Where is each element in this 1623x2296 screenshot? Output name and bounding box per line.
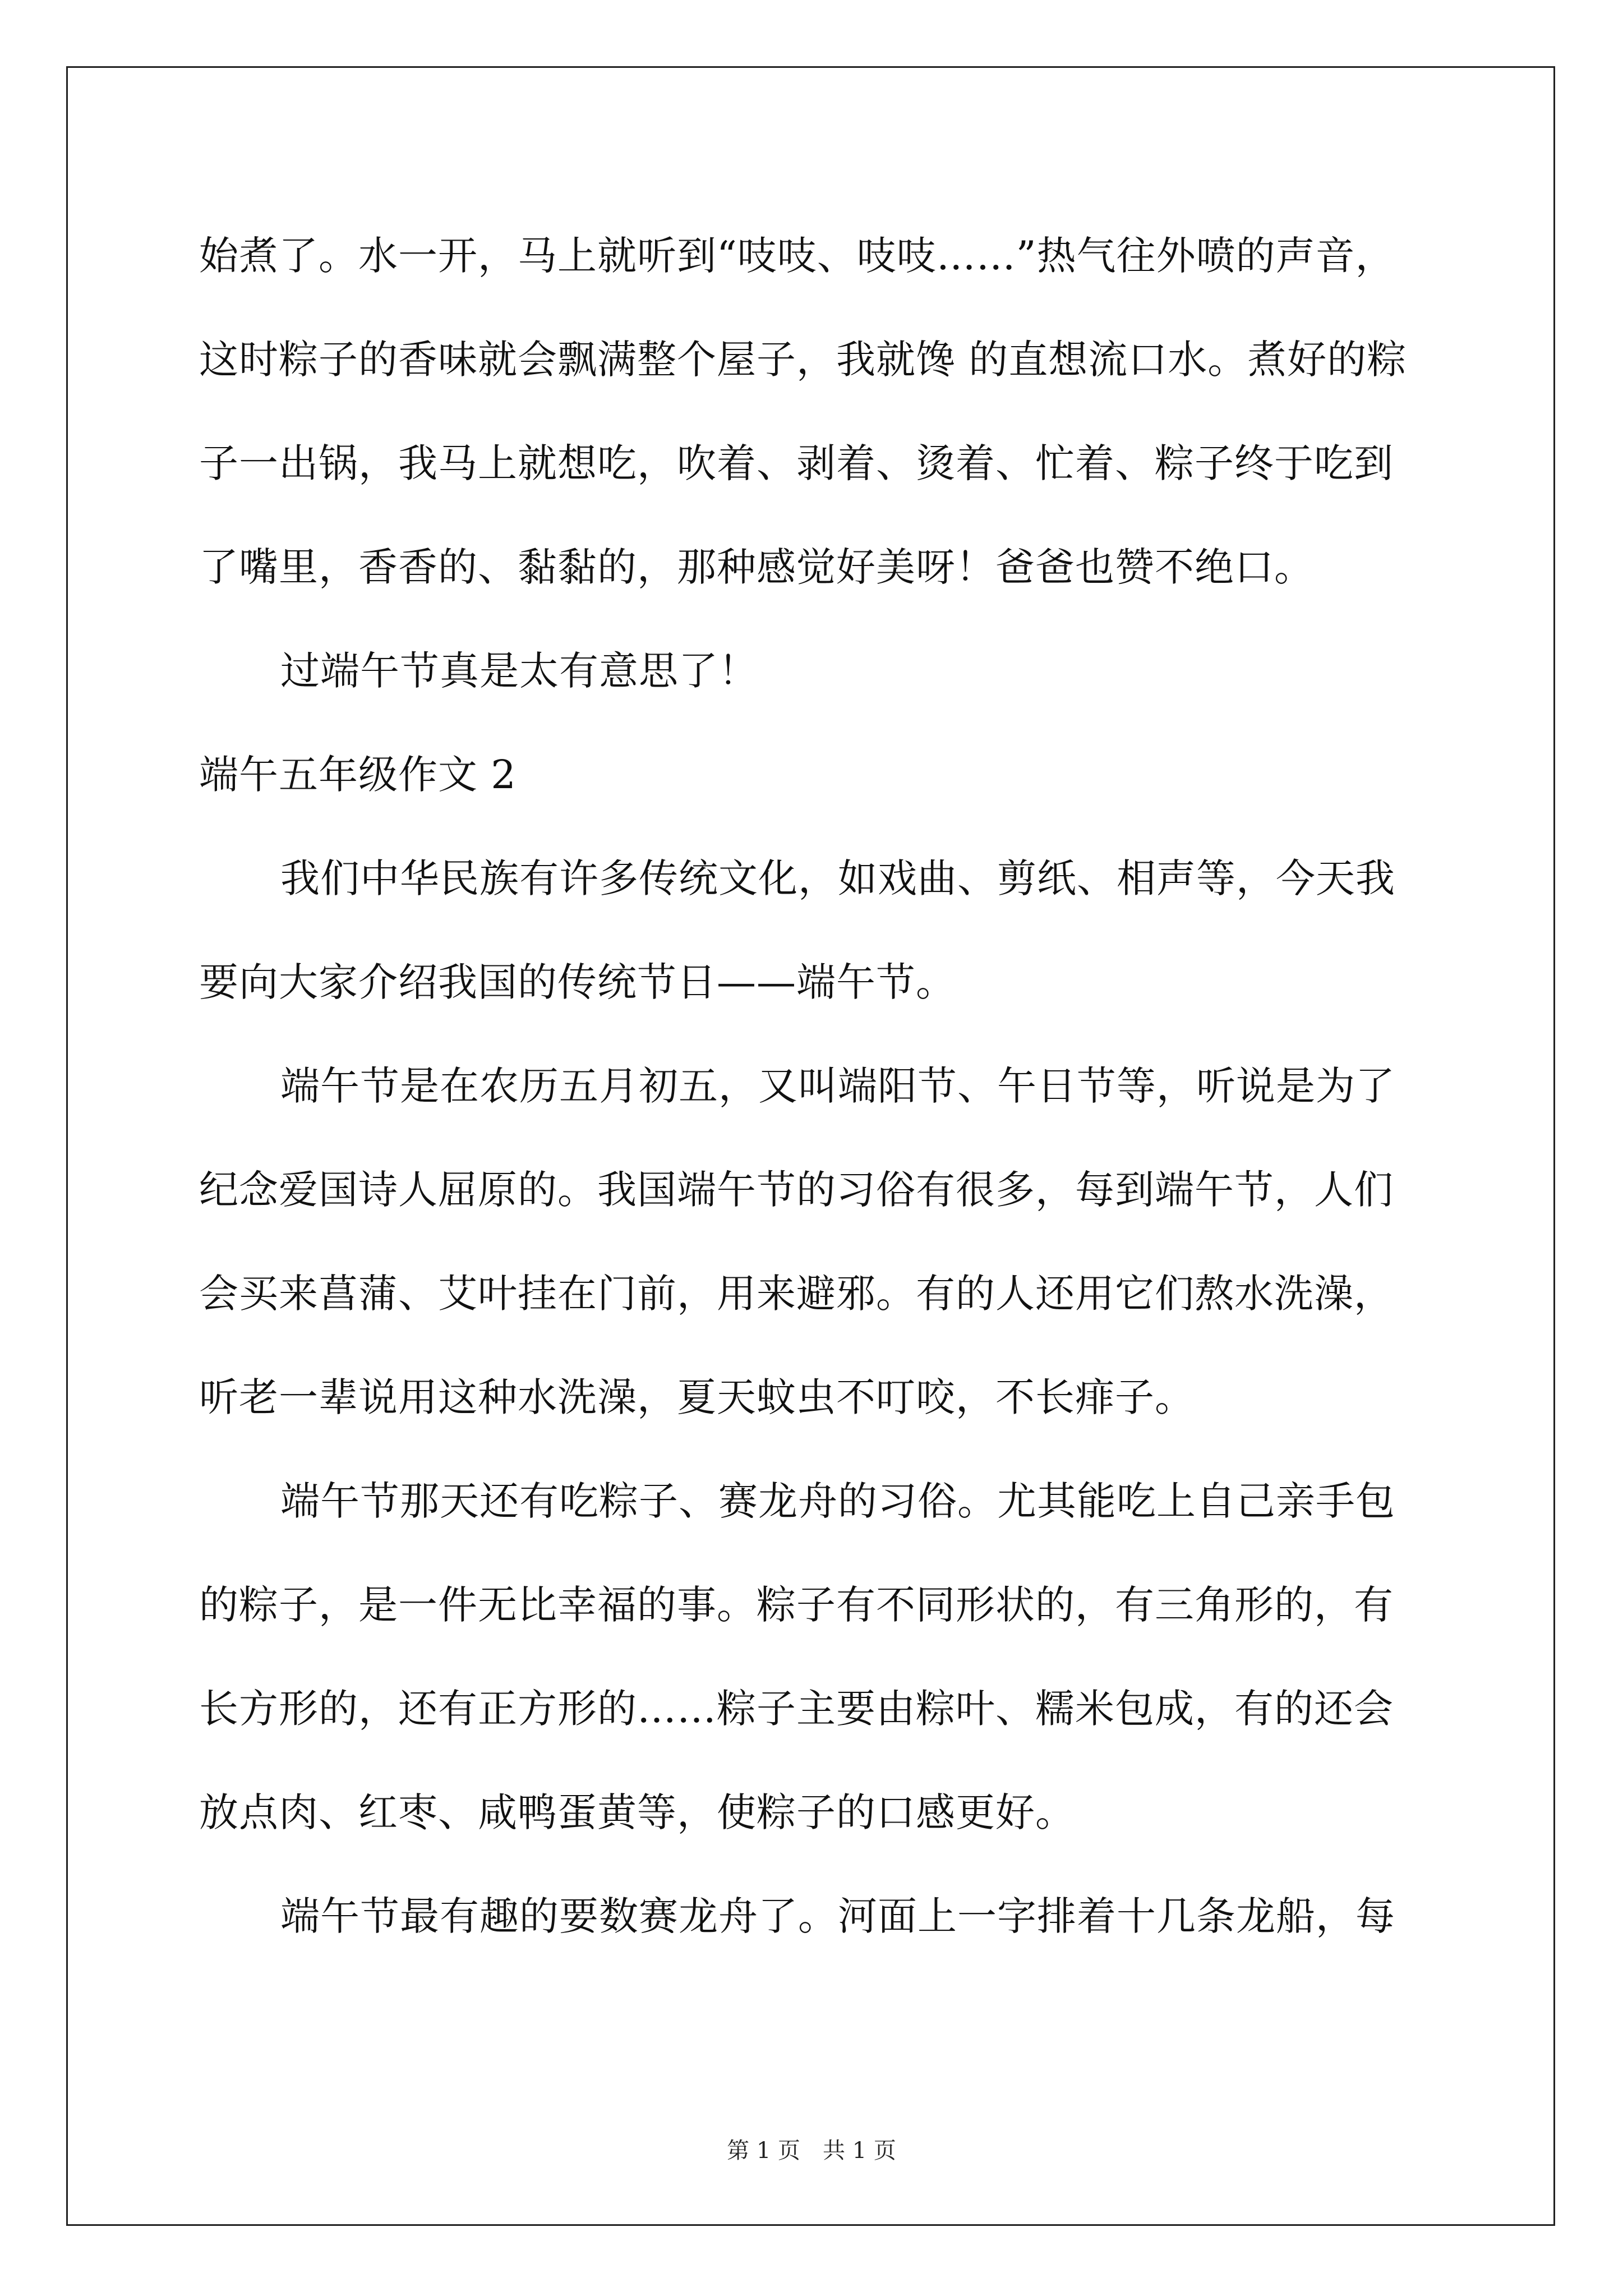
paragraph-line: 我们中华民族有许多传统文化，如戏曲、剪纸、相声等，今天我 bbox=[280, 855, 1395, 901]
text-line: 放点肉、红枣、咸鸭蛋黄等，使粽子的口感更好。 bbox=[199, 1789, 1075, 1835]
text-line: 会买来菖蒲、艾叶挂在门前，用来避邪。有的人还用它们熬水洗澡， bbox=[199, 1271, 1394, 1317]
paragraph-line: 端午节那天还有吃粽子、赛龙舟的习俗。尤其能吃上自己亲手包 bbox=[280, 1478, 1395, 1524]
text-line: 的粽子，是一件无比幸福的事。粽子有不同形状的，有三角形的，有 bbox=[199, 1582, 1394, 1628]
paragraph-line: 过端午节真是太有意思了！ bbox=[280, 648, 758, 694]
text-line: 纪念爱国诗人屈原的。我国端午节的习俗有很多，每到端午节，人们 bbox=[199, 1167, 1394, 1213]
text-line: 这时粽子的香味就会飘满整个屋子，我就馋 的直想流口水。煮好的粽 bbox=[199, 337, 1407, 383]
text-line: 了嘴里，香香的、黏黏的，那种感觉好美呀！爸爸也赞不绝口。 bbox=[199, 544, 1314, 590]
text-line: 始煮了。水一开，马上就听到“吱吱、吱吱……”热气往外喷的声音， bbox=[199, 233, 1395, 279]
text-line: 子一出锅，我马上就想吃，吹着、剥着、烫着、忙着、粽子终于吃到 bbox=[199, 440, 1394, 486]
page-footer: 第 1 页 共 1 页 bbox=[727, 2138, 896, 2164]
text-line: 要向大家介绍我国的传统节日——端午节。 bbox=[199, 959, 956, 1005]
paragraph-line: 端午节最有趣的要数赛龙舟了。河面上一字排着十几条龙船，每 bbox=[280, 1893, 1395, 1939]
section-heading: 端午五年级作文 2 bbox=[199, 752, 517, 798]
text-line: 长方形的，还有正方形的……粽子主要由粽叶、糯米包成，有的还会 bbox=[199, 1686, 1394, 1732]
text-line: 听老一辈说用这种水洗澡，夏天蚊虫不叮咬，不长痱子。 bbox=[199, 1374, 1195, 1420]
paragraph-line: 端午节是在农历五月初五，又叫端阳节、午日节等，听说是为了 bbox=[280, 1063, 1395, 1109]
